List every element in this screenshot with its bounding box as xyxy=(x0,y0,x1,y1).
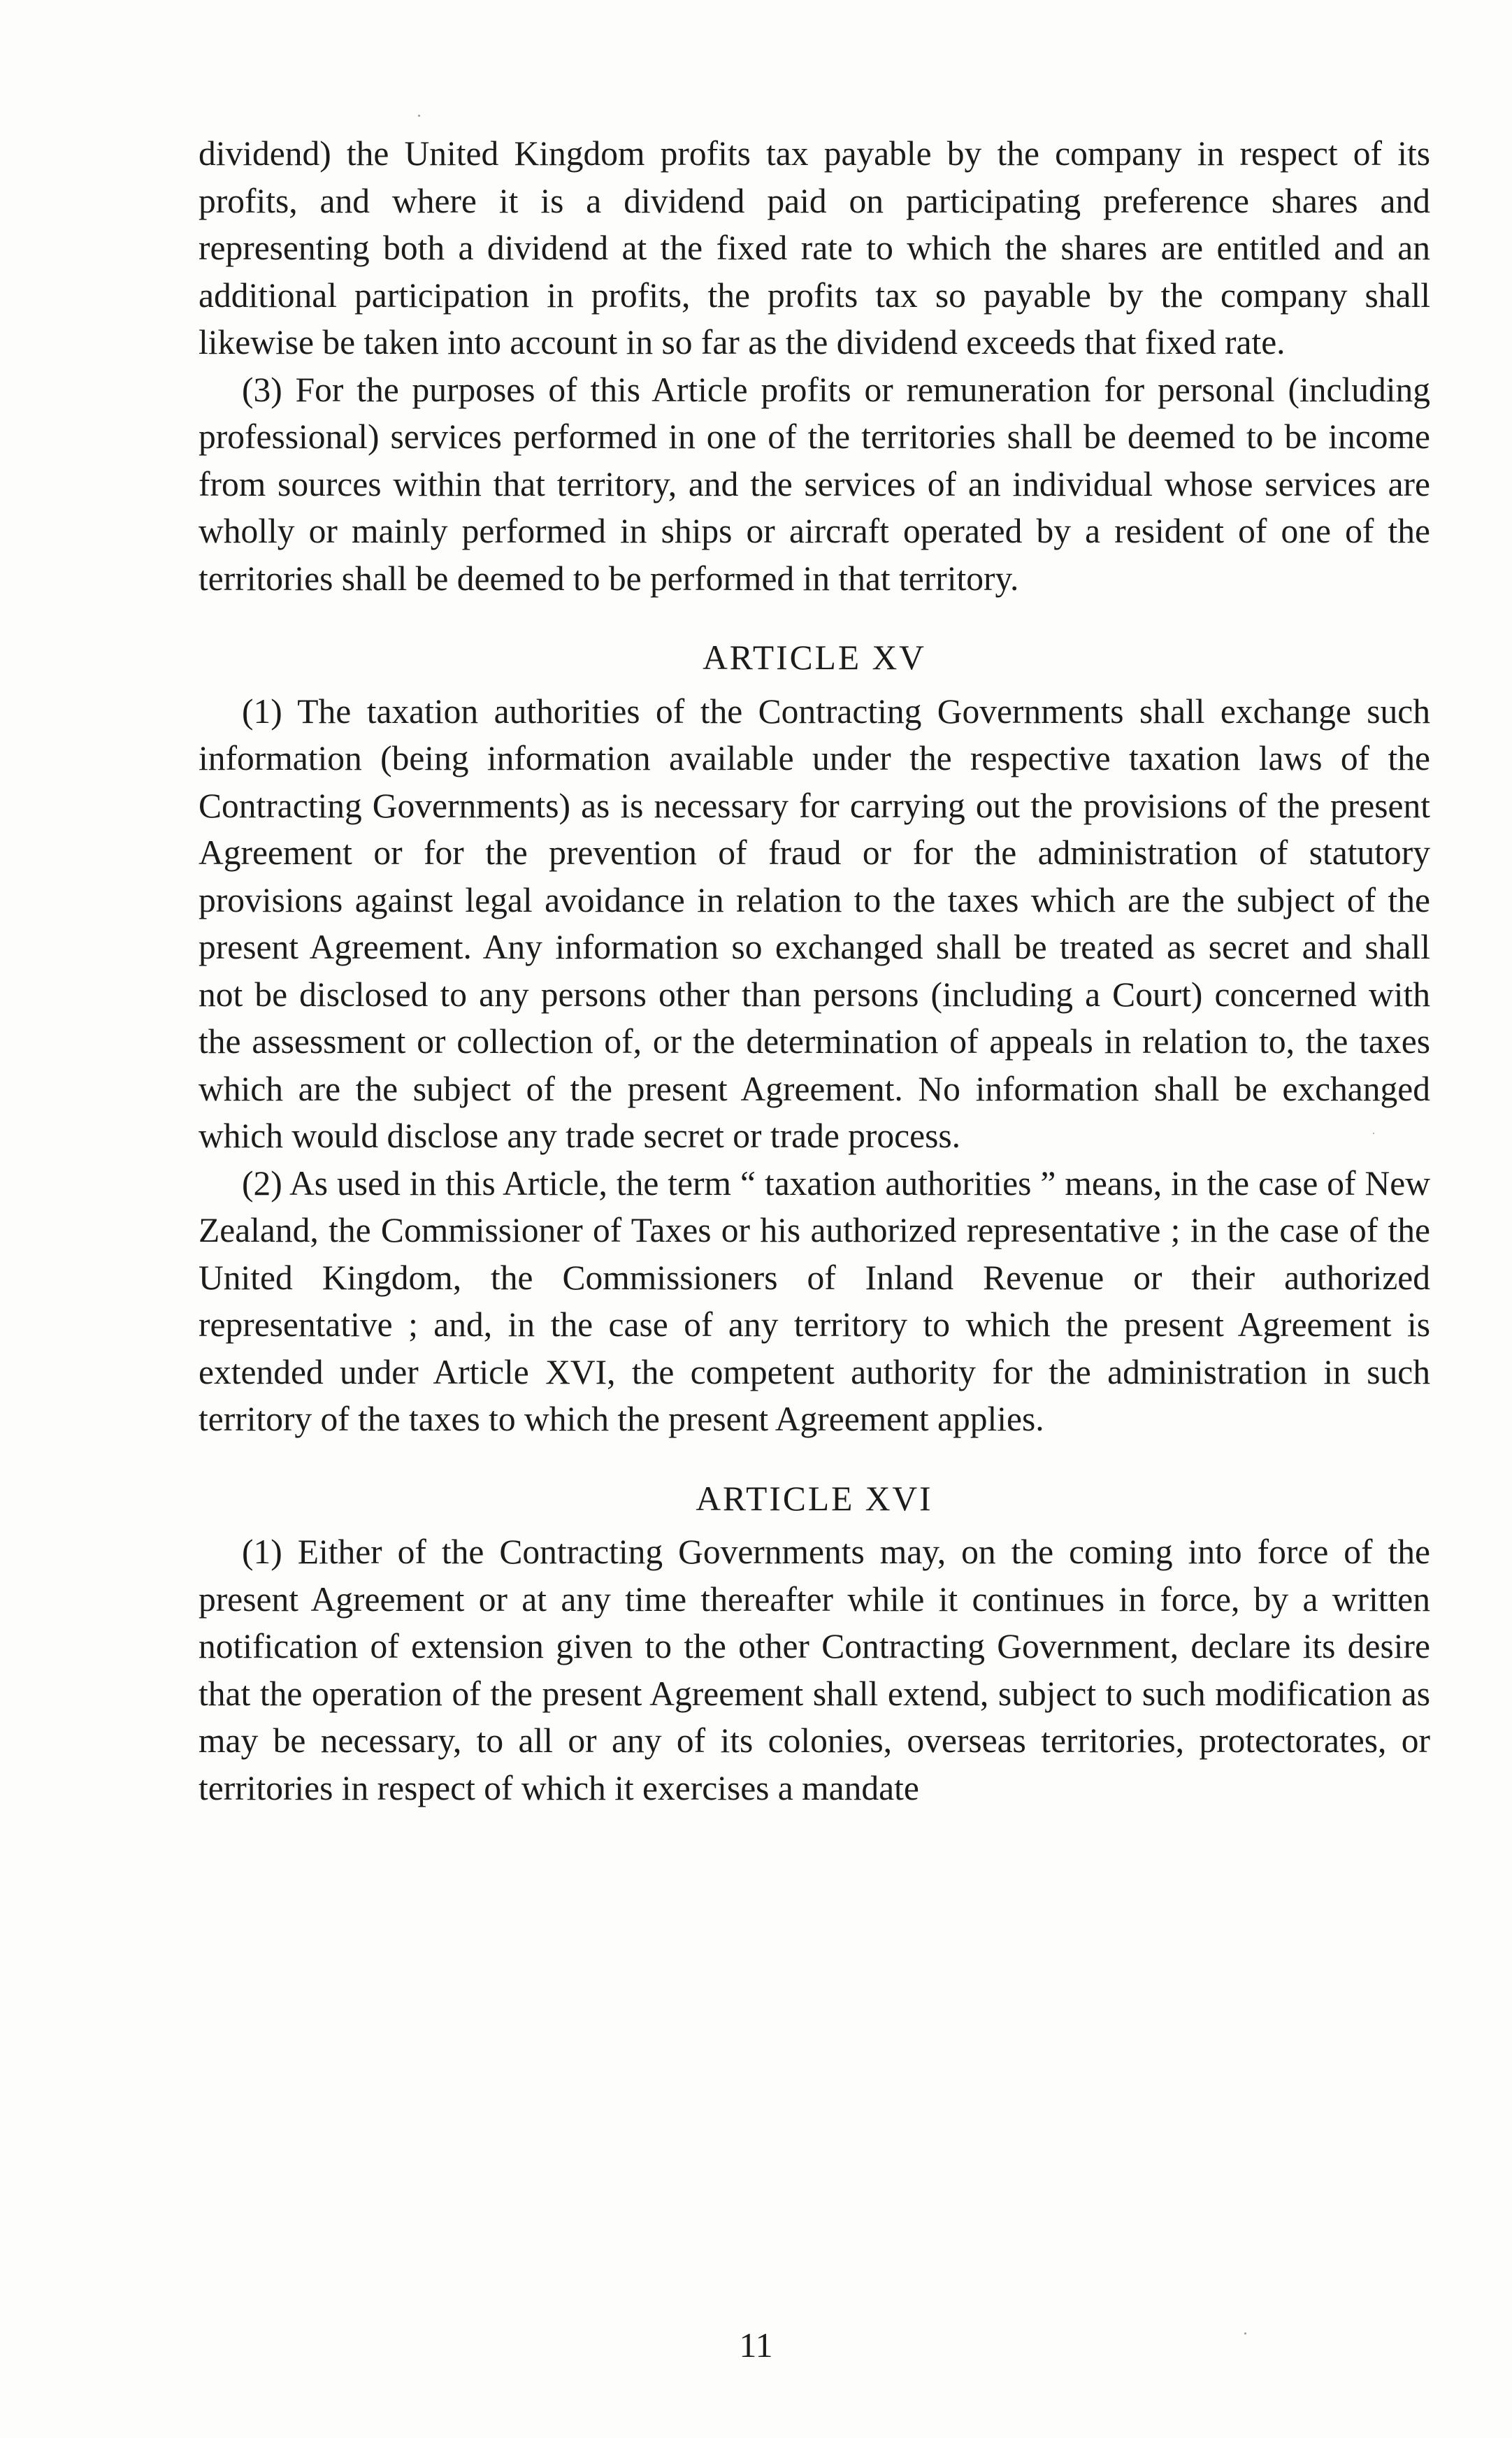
paragraph-article-15-1: (1) The taxation authorities of the Contracting Governments shall exchange such information (being information available under the respective taxation laws of the Contracting Governments) as is necessary for carrying out the provisions of the present Agreement or for the prevention of fraud or for the administration of statutory provisions against legal avoidance in relation to the taxes which are the subject of the present Agreement. Any information so exchanged shall be treated as secret and shall not be disclosed to any persons other than persons (including a Court) concerned with the assessment or collection of, or the determination of appeals in relation to, the taxes which are the subject of the present Agreement. No information shall be exchanged which would disclose any trade secret or trade process. xyxy=(199,691,1430,1155)
paragraph-article-16-1: (1) Either of the Contracting Governments may, on the coming into force of the present Agreement or at any time thereafter while it continues in force, by a written notification of extension given to the other Contracting Government, declare its desire that the operation of the present Agreement shall extend, subject to such modification as may be necessary, to all or any of its colonies, overseas territories, protectorates, or territories in respect of which it exercises a mandate xyxy=(199,1533,1430,1807)
article-15-heading: ARTICLE XV xyxy=(703,638,926,677)
document-page xyxy=(199,130,1430,1812)
scan-speck xyxy=(1373,1133,1374,1134)
paragraph-continuation: dividend) the United Kingdom profits tax payable by the company in respect of its profits, and where it is a dividend paid on participating preference shares and representing both a dividend at the fixed rate to which the shares are entitled and an additional participation in profits, the profits tax so payable by the company shall likewise be taken into account in so far as the dividend exceeds that fixed rate. xyxy=(199,134,1430,361)
page-number: 11 xyxy=(739,2325,773,2365)
article-16-heading: ARTICLE XVI xyxy=(696,1479,933,1518)
paragraph-article-14-3: (3) For the purposes of this Article profits or remuneration for personal (including professional) services performed in one of the territories shall be deemed to be income from sources within that territory, and the services of an individual whose services are wholly or mainly performed in ships or aircraft operated by a resident of one of the territories shall be deemed to be performed in that territory. xyxy=(199,370,1430,598)
scan-speck xyxy=(418,115,420,117)
paragraph-article-15-2: (2) As used in this Article, the term “ taxation authorities ” means, in the case of New Zealand, the Commissioner of Taxes or his authorized representative ; in the case of the United Kingdom, the Commissioners of Inland Revenue or their authorized representative ; and, in the case of any territory to which the present Agreement is extended under Article XVI, the competent authority for the administration in such territory of the taxes to which the present Agreement applies. xyxy=(199,1163,1430,1438)
scan-speck xyxy=(1244,2332,1246,2335)
